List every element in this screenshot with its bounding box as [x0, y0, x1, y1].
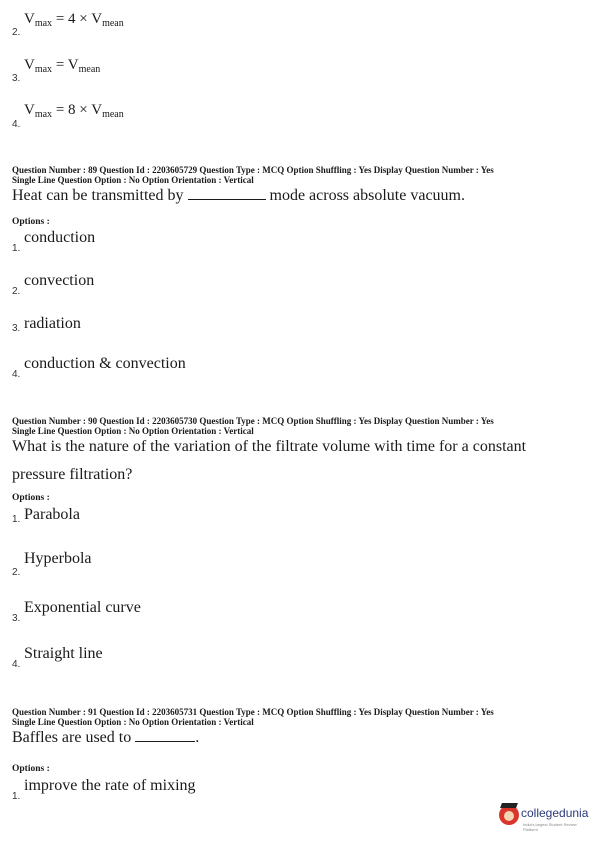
logo-face-icon	[504, 811, 514, 821]
option-text: Hyperbola	[24, 550, 92, 567]
option-number: 1.	[12, 514, 21, 525]
option-number: 2.	[12, 286, 21, 297]
question-text: Heat can be transmitted by mode across absolute vacuum.	[12, 187, 465, 204]
option-text: Exponential curve	[24, 599, 141, 616]
option-number: 2.	[12, 27, 21, 38]
question-text: Baffles are used to .	[12, 729, 200, 746]
question-text-line1: What is the nature of the variation of the filtrate volume with time for a constant	[12, 438, 527, 455]
answer-blank	[188, 187, 266, 200]
option-number: 4.	[12, 659, 21, 670]
option-text: Straight line	[24, 645, 103, 662]
question-text-line2: pressure filtration?	[12, 466, 133, 483]
option-number: 1.	[12, 243, 21, 254]
option-text: radiation	[24, 315, 81, 332]
logo-tagline: India's largest Student Review Platform	[523, 822, 577, 832]
options-label: Options :	[12, 764, 50, 774]
logo-name: collegedunia	[521, 806, 589, 820]
question-header-line2: Single Line Question Option : No Option Orientation : Vertical	[12, 426, 254, 436]
option-formula: $V_{max} = V_{mean}$	[24, 57, 101, 75]
option-text: Parabola	[24, 506, 80, 523]
option-number: 1.	[12, 791, 21, 802]
option-text: conduction & convection	[24, 355, 186, 372]
option-number: 3.	[12, 613, 21, 624]
option-number: 3.	[12, 323, 21, 334]
graduation-cap-icon	[500, 803, 518, 808]
question-header-line2: Single Line Question Option : No Option Orientation : Vertical	[12, 175, 254, 185]
option-text: convection	[24, 272, 95, 289]
options-label: Options :	[12, 217, 50, 227]
question-header-line2: Single Line Question Option : No Option Orientation : Vertical	[12, 717, 254, 727]
collegedunia-logo	[499, 803, 591, 835]
option-number: 4.	[12, 369, 21, 380]
option-number: 2.	[12, 567, 21, 578]
question-header: Question Number : 90 Question Id : 2203605730 Question Type : MCQ Option Shuffling : Yes Display Question Number : Yes	[12, 416, 494, 426]
option-formula: $V_{max} = 8 \times V_{mean}$	[24, 102, 124, 120]
answer-blank	[135, 729, 195, 742]
option-formula: $V_{max} = 4 \times V_{mean}$	[24, 11, 124, 29]
options-label: Options :	[12, 493, 50, 503]
option-number: 3.	[12, 73, 21, 84]
option-number: 4.	[12, 119, 21, 130]
question-header: Question Number : 91 Question Id : 2203605731 Question Type : MCQ Option Shuffling : Yes Display Question Number : Yes	[12, 707, 494, 717]
option-text: conduction	[24, 229, 96, 246]
option-text: improve the rate of mixing	[24, 777, 196, 794]
question-header: Question Number : 89 Question Id : 2203605729 Question Type : MCQ Option Shuffling : Yes Display Question Number : Yes	[12, 165, 494, 175]
